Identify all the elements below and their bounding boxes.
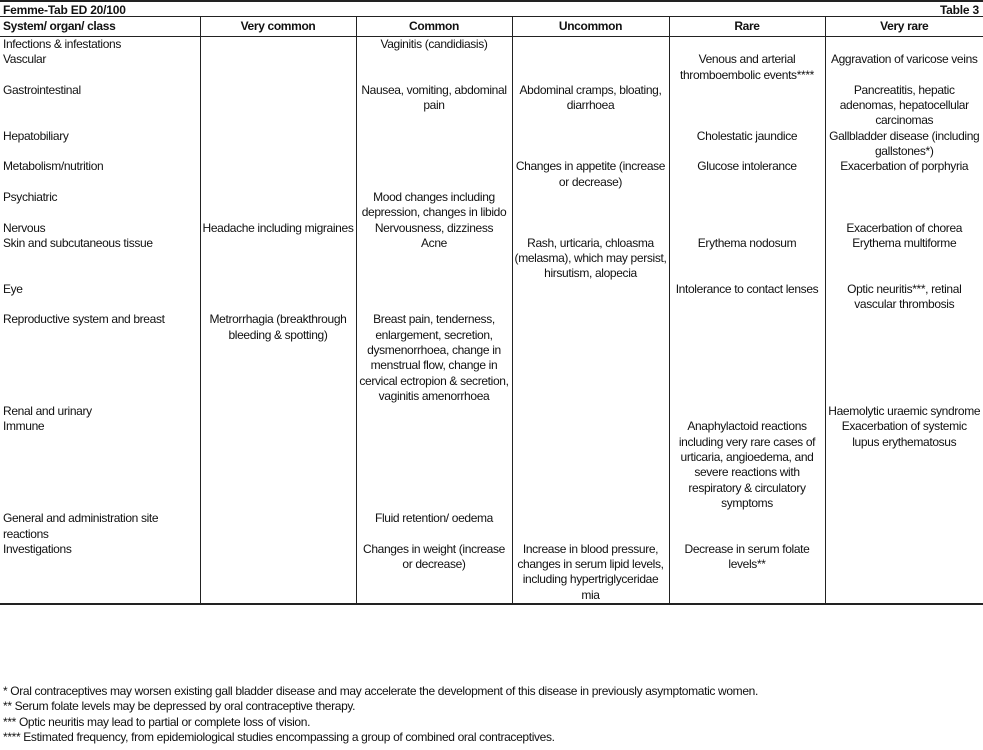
very-rare-cell: Pancreatitis, hepatic adenomas, hepatocellular carcinomas — [825, 83, 983, 129]
very-common-cell — [200, 83, 356, 129]
uncommon-cell: Abdominal cramps, bloating, diarrhoea — [512, 83, 669, 129]
rare-cell: Decrease in serum folate levels** — [669, 542, 825, 604]
system-cell: Skin and subcutaneous tissue — [3, 235, 153, 250]
rare-cell: Intolerance to contact lenses — [669, 282, 825, 313]
footnote: *** Optic neuritis may lead to partial or complete loss of vision. — [3, 714, 311, 729]
system-cell: General and administration site reactions — [3, 511, 159, 541]
rare-cell: Anaphylactoid reactions including very rare cases of urticaria, angioedema, and severe reactions with respiratory & circulatory symptoms — [669, 419, 825, 511]
very-common-cell — [200, 129, 356, 160]
uncommon-cell — [512, 221, 669, 236]
very-rare-cell: Gallbladder disease (including gallstones*) — [825, 129, 983, 160]
rare-cell — [669, 190, 825, 221]
very-rare-cell — [825, 37, 983, 53]
common-cell — [356, 129, 512, 160]
uncommon-cell — [512, 419, 669, 511]
table-header-row — [0, 17, 983, 37]
document-title: Femme-Tab ED 20/100 — [3, 3, 126, 17]
very-rare-cell: Exacerbation of porphyria — [825, 159, 983, 190]
column-header-system: System/ organ/ class — [0, 17, 200, 37]
rare-cell — [669, 37, 825, 53]
uncommon-cell — [512, 129, 669, 160]
very-rare-cell: Haemolytic uraemic syndrome — [825, 404, 983, 419]
system-cell: Reproductive system and breast — [3, 312, 165, 327]
system-cell: Nervous — [3, 220, 46, 235]
table-row — [0, 159, 983, 190]
uncommon-cell: Changes in appetite (increase or decrease) — [512, 159, 669, 190]
system-cell: Infections & infestations — [3, 37, 121, 51]
common-cell: Nervousness, dizziness — [356, 221, 512, 236]
uncommon-cell — [512, 511, 669, 542]
title-bar — [0, 0, 983, 17]
common-cell: Fluid retention/ oedema — [356, 511, 512, 542]
column-header-very-common: Very common — [200, 17, 356, 37]
table-row — [0, 52, 983, 83]
very-common-cell — [200, 236, 356, 282]
column-header-common: Common — [356, 17, 512, 37]
rare-cell: Erythema nodosum — [669, 236, 825, 282]
common-cell: Breast pain, tenderness, enlargement, secretion, dysmenorrhoea, change in menstrual flow, change in cervical ectropion & secretion, vaginitis amenorrhoea — [356, 312, 512, 404]
common-cell — [356, 282, 512, 313]
rare-cell: Venous and arterial thromboembolic events**** — [669, 52, 825, 83]
uncommon-cell: Increase in blood pressure, changes in serum lipid levels, including hypertriglyceridae mia — [512, 542, 669, 604]
table-row — [0, 83, 983, 129]
adverse-effects-table — [0, 17, 983, 605]
very-common-cell — [200, 419, 356, 511]
rare-cell: Cholestatic jaundice — [669, 129, 825, 160]
very-common-cell — [200, 542, 356, 604]
table-row — [0, 190, 983, 221]
very-rare-cell — [825, 511, 983, 542]
rare-cell: Glucose intolerance — [669, 159, 825, 190]
uncommon-cell — [512, 282, 669, 313]
common-cell: Acne — [356, 236, 512, 282]
system-cell: Gastrointestinal — [3, 82, 81, 97]
footnote: * Oral contraceptives may worsen existing gall bladder disease and may accelerate the development of this disease in previously asymptomatic women. — [3, 684, 758, 698]
table-row — [0, 221, 983, 236]
system-cell: Immune — [3, 419, 45, 434]
very-rare-cell: Exacerbation of chorea — [825, 221, 983, 236]
table-row — [0, 37, 983, 53]
table-row — [0, 282, 983, 313]
common-cell — [356, 419, 512, 511]
system-cell: Vascular — [3, 52, 46, 67]
column-header-very-rare: Very rare — [825, 17, 983, 37]
table-row — [0, 236, 983, 282]
uncommon-cell — [512, 52, 669, 83]
table-row — [0, 404, 983, 419]
very-common-cell: Headache including migraines — [200, 221, 356, 236]
uncommon-cell — [512, 37, 669, 53]
table-label: Table 3 — [939, 3, 979, 17]
common-cell: Vaginitis (candidiasis) — [356, 37, 512, 53]
system-cell: Psychiatric — [3, 189, 58, 204]
very-common-cell — [200, 404, 356, 419]
very-rare-cell: Aggravation of varicose veins — [825, 52, 983, 83]
uncommon-cell: Rash, urticaria, chloasma (melasma), which may persist, hirsutism, alopecia — [512, 236, 669, 282]
common-cell: Changes in weight (increase or decrease) — [356, 542, 512, 604]
system-cell: Eye — [3, 281, 23, 296]
system-cell: Metabolism/nutrition — [3, 159, 104, 174]
system-cell: Hepatobiliary — [3, 128, 69, 143]
common-cell — [356, 52, 512, 83]
footnote: ** Serum folate levels may be depressed by oral contraceptive therapy. — [3, 699, 356, 714]
very-rare-cell: Erythema multiforme — [825, 236, 983, 282]
column-header-uncommon: Uncommon — [512, 17, 669, 37]
common-cell — [356, 159, 512, 190]
very-rare-cell — [825, 190, 983, 221]
uncommon-cell — [512, 404, 669, 419]
very-rare-cell: Optic neuritis***, retinal vascular thrombosis — [825, 282, 983, 313]
very-rare-cell — [825, 542, 983, 604]
system-cell: Investigations — [0, 542, 200, 604]
table-row — [0, 419, 983, 511]
footnotes — [3, 684, 758, 745]
rare-cell — [669, 511, 825, 542]
very-common-cell — [200, 52, 356, 83]
very-common-cell — [200, 159, 356, 190]
table-row — [0, 312, 983, 404]
table-row — [0, 542, 983, 604]
table-row — [0, 511, 983, 542]
column-header-rare: Rare — [669, 17, 825, 37]
uncommon-cell — [512, 312, 669, 404]
very-common-cell — [200, 190, 356, 221]
very-common-cell: Metrorrhagia (breakthrough bleeding & spotting) — [200, 312, 356, 404]
rare-cell — [669, 83, 825, 129]
system-cell: Renal and urinary — [3, 404, 92, 419]
very-rare-cell — [825, 312, 983, 404]
very-common-cell — [200, 282, 356, 313]
common-cell: Nausea, vomiting, abdominal pain — [356, 83, 512, 129]
rare-cell — [669, 221, 825, 236]
common-cell — [356, 404, 512, 419]
rare-cell — [669, 404, 825, 419]
uncommon-cell — [512, 190, 669, 221]
rare-cell — [669, 312, 825, 404]
common-cell: Mood changes including depression, changes in libido — [356, 190, 512, 221]
very-common-cell — [200, 511, 356, 542]
very-common-cell — [200, 37, 356, 53]
very-rare-cell: Exacerbation of systemic lupus erythematosus — [825, 419, 983, 511]
table-row — [0, 129, 983, 160]
footnote: **** Estimated frequency, from epidemiological studies encompassing a group of combined oral contraceptives. — [3, 729, 555, 744]
